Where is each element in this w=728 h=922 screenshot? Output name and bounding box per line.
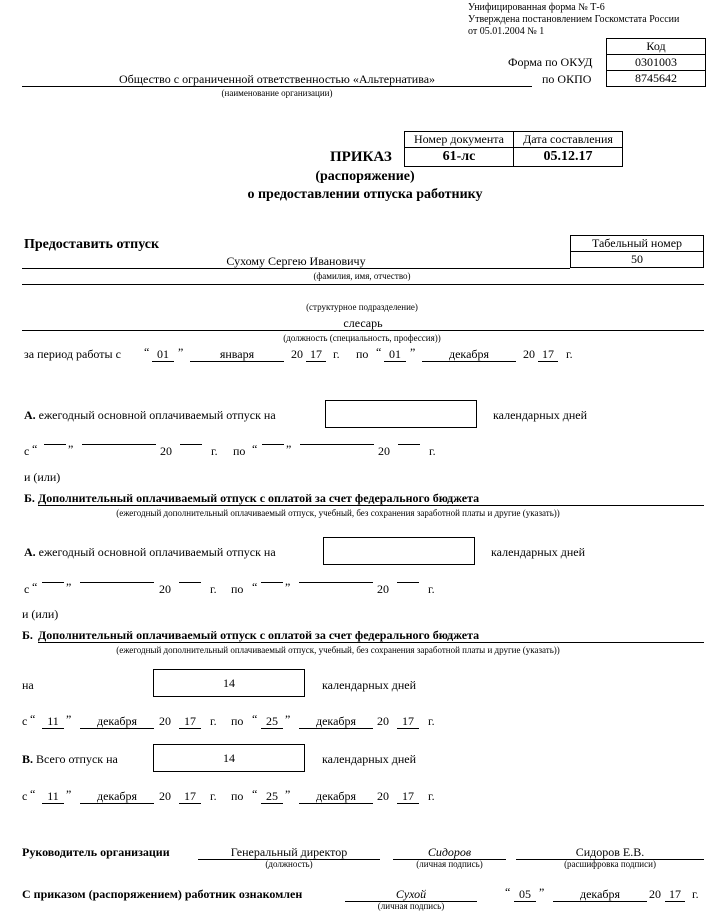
- tab-number-header: Табельный номер: [571, 236, 704, 252]
- year-suffix: г.: [428, 789, 435, 803]
- section-a2-from-label: с: [24, 582, 30, 596]
- and-or-label: и (или): [22, 607, 59, 621]
- section-v-to-year[interactable]: 17: [397, 789, 419, 804]
- head-label: Руководитель организации: [22, 845, 170, 859]
- section-v-days-field[interactable]: 14: [153, 744, 305, 772]
- section-a2-from-year[interactable]: [179, 582, 201, 583]
- section-b1-text: Дополнительный оплачиваемый отпуск с оплатой за счет федерального бюджета: [38, 491, 704, 506]
- section-a2-days-field[interactable]: [323, 537, 475, 565]
- organization-name: Общество с ограниченной ответственностью «Альтернатива»: [22, 72, 532, 87]
- section-b2-days-unit: календарных дней: [322, 678, 417, 692]
- year-prefix: 20: [159, 714, 171, 728]
- section-a1-letter: А.: [24, 408, 36, 422]
- year-suffix: г.: [333, 347, 340, 361]
- ack-month: декабря: [553, 887, 647, 902]
- year-prefix: 20: [291, 347, 303, 361]
- section-a2-to-day[interactable]: [261, 582, 283, 583]
- section-a2-text: ежегодный основной оплачиваемый отпуск на: [38, 545, 276, 559]
- section-v-text: Всего отпуск на: [36, 752, 118, 766]
- section-a1-from-day[interactable]: [44, 444, 66, 445]
- quote-close: ”: [178, 345, 184, 359]
- year-prefix: 20: [378, 444, 390, 458]
- section-b2-to-year[interactable]: 17: [397, 714, 419, 729]
- doc-date: 05.12.17: [514, 148, 623, 167]
- position-field: слесарь: [22, 316, 704, 331]
- section-b2-to-month[interactable]: декабря: [299, 714, 373, 729]
- ack-year: 17: [665, 887, 685, 902]
- section-a1-days-unit: календарных дней: [493, 408, 588, 422]
- section-v-letter: В.: [22, 752, 34, 766]
- section-v-label: [22, 752, 118, 767]
- section-v-from-month[interactable]: декабря: [80, 789, 154, 804]
- year-prefix: 20: [160, 444, 172, 458]
- section-a1-from-month[interactable]: [82, 444, 156, 445]
- department-caption: (структурное подразделение): [306, 302, 418, 312]
- form-line-1: Унифицированная форма № Т-6: [468, 2, 605, 13]
- head-signature: Сидоров: [393, 845, 506, 860]
- doc-number-header: Номер документа: [405, 132, 514, 148]
- section-b2-caption: (ежегодный дополнительный оплачиваемый отпуск, учебный, без сохранения заработной платы и другие (указать)): [116, 645, 560, 655]
- section-a2-from-month[interactable]: [80, 582, 154, 583]
- year-suffix: г.: [566, 347, 573, 361]
- year-suffix: г.: [210, 714, 217, 728]
- year-suffix: г.: [429, 444, 436, 458]
- work-period-label: за период работы с: [24, 347, 121, 361]
- section-a2-letter: А.: [24, 545, 36, 559]
- work-from-month: января: [190, 347, 284, 362]
- work-to-month: декабря: [422, 347, 516, 362]
- section-b2-to-day[interactable]: 25: [261, 714, 283, 729]
- tab-number-table: [570, 235, 704, 268]
- year-suffix: г.: [210, 582, 217, 596]
- order-subtitle: (распоряжение): [315, 169, 415, 184]
- year-suffix: г.: [428, 714, 435, 728]
- work-from-year: 17: [306, 347, 326, 362]
- section-v-days-unit: календарных дней: [322, 752, 417, 766]
- section-v-to-month[interactable]: декабря: [299, 789, 373, 804]
- form-line-3: от 05.01.2004 № 1: [468, 26, 545, 37]
- doc-number-table: [404, 131, 623, 167]
- year-suffix: г.: [428, 582, 435, 596]
- ack-year-prefix: 20: [649, 887, 661, 901]
- code-table: [606, 38, 706, 87]
- section-a2-to-month[interactable]: [299, 582, 373, 583]
- section-b2-from-label: с: [22, 714, 28, 728]
- section-a2-to-year[interactable]: [397, 582, 419, 583]
- employee-name: Сухому Сергею Ивановичу: [22, 254, 570, 269]
- quote-close: ”: [410, 345, 416, 359]
- head-position-caption: (должность): [265, 859, 313, 869]
- section-b1-letter: Б.: [24, 491, 35, 505]
- section-b2-days-field[interactable]: 14: [153, 669, 305, 697]
- section-b2-from-year[interactable]: 17: [179, 714, 201, 729]
- section-v-from-label: с: [22, 789, 28, 803]
- section-a1-to-day[interactable]: [262, 444, 284, 445]
- year-prefix: 20: [159, 789, 171, 803]
- section-b2-from-month[interactable]: декабря: [80, 714, 154, 729]
- year-prefix: 20: [377, 789, 389, 803]
- position-caption: (должность (специальность, профессия)): [283, 333, 441, 343]
- order-subject: о предоставлении отпуска работнику: [247, 187, 483, 202]
- section-a2-label: [24, 545, 276, 560]
- section-a1-to-year[interactable]: [398, 444, 420, 445]
- ack-label: С приказом (распоряжением) работник ознакомлен: [22, 887, 303, 901]
- form-line-2: Утверждена постановлением Госкомстата России: [468, 14, 680, 25]
- doc-date-header: Дата составления: [514, 132, 623, 148]
- work-to-day: 01: [384, 347, 406, 362]
- section-b2-on-label: на: [22, 678, 34, 692]
- year-suffix: г.: [210, 789, 217, 803]
- section-b2-letter: Б.: [22, 628, 33, 642]
- ack-year-suffix: г.: [692, 887, 699, 901]
- section-v-to-day[interactable]: 25: [261, 789, 283, 804]
- ack-signature-caption: (личная подпись): [377, 901, 445, 911]
- code-header: Код: [607, 39, 706, 55]
- section-v-to-label: по: [231, 789, 244, 803]
- organization-caption: (наименование организации): [221, 88, 333, 98]
- okpo-value: 8745642: [607, 71, 706, 87]
- section-a2-from-day[interactable]: [42, 582, 64, 583]
- year-prefix: 20: [523, 347, 535, 361]
- doc-number: 61-лс: [405, 148, 514, 167]
- head-signature-caption: (личная подпись): [416, 859, 483, 869]
- okud-label: Форма по ОКУД: [508, 55, 593, 69]
- section-b2-from-day[interactable]: 11: [42, 714, 64, 729]
- okpo-label: по ОКПО: [542, 72, 592, 86]
- section-a2-to-label: по: [231, 582, 244, 596]
- section-v-from-day[interactable]: 11: [42, 789, 64, 804]
- section-b1-caption: (ежегодный дополнительный оплачиваемый отпуск, учебный, без сохранения заработной платы и другие (указать)): [116, 508, 560, 518]
- section-a1-from-year[interactable]: [180, 444, 202, 445]
- section-b2-to-label: по: [231, 714, 244, 728]
- section-a1-from-label: с: [24, 444, 30, 458]
- tab-number: 50: [571, 252, 704, 268]
- department-field: [22, 284, 704, 285]
- section-a1-text: ежегодный основной оплачиваемый отпуск на: [38, 408, 276, 422]
- head-name: Сидоров Е.В.: [516, 845, 704, 860]
- year-prefix: 20: [159, 582, 171, 596]
- year-prefix: 20: [377, 582, 389, 596]
- section-b2-text: Дополнительный оплачиваемый отпуск с оплатой за счет федерального бюджета: [38, 628, 704, 643]
- order-title: ПРИКАЗ: [330, 149, 392, 165]
- year-prefix: 20: [377, 714, 389, 728]
- section-v-from-year[interactable]: 17: [179, 789, 201, 804]
- grant-label: Предоставить отпуск: [24, 237, 160, 252]
- to-label: по: [356, 347, 369, 361]
- section-a1-to-month[interactable]: [300, 444, 374, 445]
- section-a1-to-label: по: [233, 444, 246, 458]
- quote-open: “: [376, 345, 382, 359]
- okud-value: 0301003: [607, 55, 706, 71]
- section-a1-label: [24, 408, 276, 423]
- head-position: Генеральный директор: [198, 845, 380, 860]
- ack-day: 05: [514, 887, 536, 902]
- and-or-label: и (или): [24, 470, 61, 484]
- head-name-caption: (расшифровка подписи): [564, 859, 656, 869]
- quote-open: “: [144, 345, 150, 359]
- section-a2-days-unit: календарных дней: [491, 545, 586, 559]
- work-from-day: 01: [152, 347, 174, 362]
- ack-signature: Сухой: [345, 887, 477, 902]
- work-to-year: 17: [538, 347, 558, 362]
- year-suffix: г.: [211, 444, 218, 458]
- section-a1-days-field[interactable]: [325, 400, 477, 428]
- employee-name-caption: (фамилия, имя, отчество): [313, 271, 411, 281]
